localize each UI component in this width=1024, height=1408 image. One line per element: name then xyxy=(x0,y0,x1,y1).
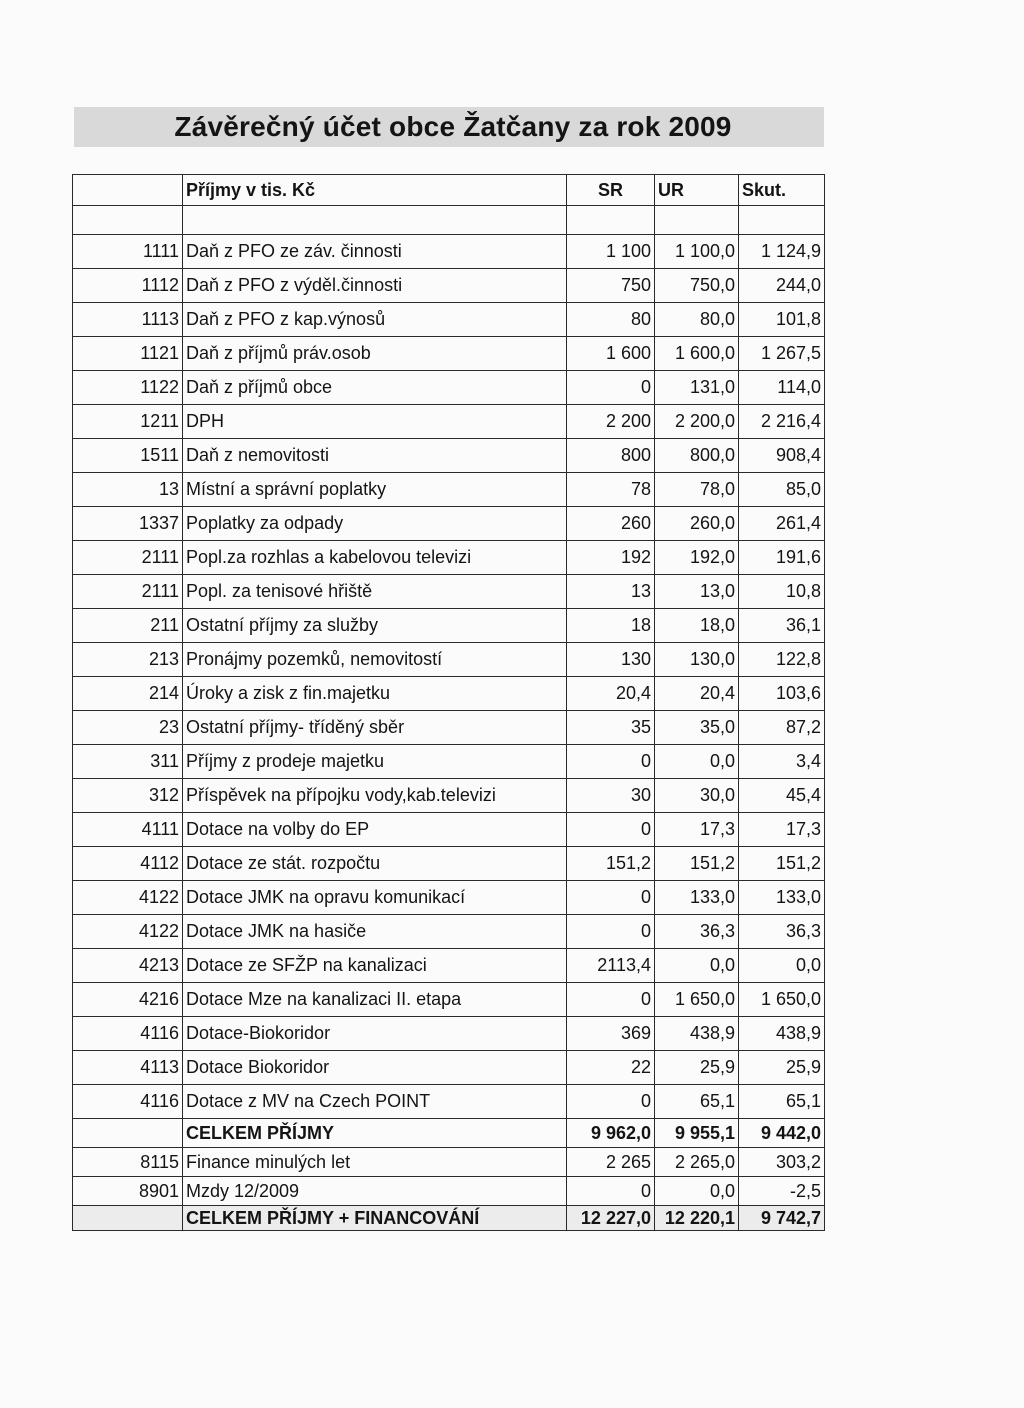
value-sr: 1 100 xyxy=(567,235,655,269)
account-code: 1511 xyxy=(73,439,183,473)
table-row xyxy=(73,711,825,745)
value-skut: 103,6 xyxy=(739,677,825,711)
item-name: Finance minulých let xyxy=(183,1148,567,1177)
header-skut: Skut. xyxy=(739,175,825,206)
header-code-cell xyxy=(73,175,183,206)
value-ur: 1 600,0 xyxy=(655,337,739,371)
table-row xyxy=(73,1017,825,1051)
value-ur: 133,0 xyxy=(655,881,739,915)
account-code: 1121 xyxy=(73,337,183,371)
value-ur: 750,0 xyxy=(655,269,739,303)
table-row xyxy=(73,405,825,439)
value-skut: 261,4 xyxy=(739,507,825,541)
item-name: Dotace Biokoridor xyxy=(183,1051,567,1085)
value-sr: 30 xyxy=(567,779,655,813)
item-name: Dotace z MV na Czech POINT xyxy=(183,1085,567,1119)
value-ur: 0,0 xyxy=(655,949,739,983)
table-row xyxy=(73,439,825,473)
item-name: Příspěvek na přípojku vody,kab.televizi xyxy=(183,779,567,813)
item-name: Poplatky za odpady xyxy=(183,507,567,541)
table-row xyxy=(73,473,825,507)
account-code: 23 xyxy=(73,711,183,745)
value-skut: 1 650,0 xyxy=(739,983,825,1017)
value-sr: 2 200 xyxy=(567,405,655,439)
value-skut: 9 742,7 xyxy=(739,1206,825,1231)
value-sr: 2113,4 xyxy=(567,949,655,983)
value-ur: 9 955,1 xyxy=(655,1119,739,1148)
item-name: Dotace ze SFŽP na kanalizaci xyxy=(183,949,567,983)
value-ur: 30,0 xyxy=(655,779,739,813)
item-name: DPH xyxy=(183,405,567,439)
item-name: Úroky a zisk z fin.majetku xyxy=(183,677,567,711)
value-ur: 2 265,0 xyxy=(655,1148,739,1177)
table-row xyxy=(73,643,825,677)
value-sr: 78 xyxy=(567,473,655,507)
item-name: Dotace JMK na opravu komunikací xyxy=(183,881,567,915)
value-skut: 1 267,5 xyxy=(739,337,825,371)
account-code: 4213 xyxy=(73,949,183,983)
table-row xyxy=(73,303,825,337)
item-name: Daň z příjmů práv.osob xyxy=(183,337,567,371)
value-sr: 800 xyxy=(567,439,655,473)
total-row xyxy=(73,1119,825,1148)
financing-row xyxy=(73,1177,825,1206)
table-row xyxy=(73,949,825,983)
item-name: Daň z PFO z kap.výnosů xyxy=(183,303,567,337)
table-row xyxy=(73,1051,825,1085)
value-ur: 800,0 xyxy=(655,439,739,473)
value-ur: 438,9 xyxy=(655,1017,739,1051)
account-code: 13 xyxy=(73,473,183,507)
account-code: 1211 xyxy=(73,405,183,439)
account-code: 8115 xyxy=(73,1148,183,1177)
item-name: Popl.za rozhlas a kabelovou televizi xyxy=(183,541,567,575)
account-code: 1337 xyxy=(73,507,183,541)
grand-total-row xyxy=(73,1206,825,1231)
item-name: Pronájmy pozemků, nemovitostí xyxy=(183,643,567,677)
value-skut: 908,4 xyxy=(739,439,825,473)
value-sr: 0 xyxy=(567,915,655,949)
value-ur: 35,0 xyxy=(655,711,739,745)
value-ur: 151,2 xyxy=(655,847,739,881)
table-row xyxy=(73,609,825,643)
blank-cell xyxy=(183,206,567,235)
value-sr: 130 xyxy=(567,643,655,677)
account-code: 4116 xyxy=(73,1085,183,1119)
table-row xyxy=(73,847,825,881)
table-header-row xyxy=(73,175,825,206)
account-code: 4122 xyxy=(73,881,183,915)
blank-cell xyxy=(73,206,183,235)
value-sr: 0 xyxy=(567,745,655,779)
value-sr: 80 xyxy=(567,303,655,337)
account-code: 4113 xyxy=(73,1051,183,1085)
value-sr: 22 xyxy=(567,1051,655,1085)
value-sr: 750 xyxy=(567,269,655,303)
value-sr: 9 962,0 xyxy=(567,1119,655,1148)
value-sr: 151,2 xyxy=(567,847,655,881)
value-skut: 114,0 xyxy=(739,371,825,405)
value-ur: 2 200,0 xyxy=(655,405,739,439)
item-name: Daň z PFO ze záv. činnosti xyxy=(183,235,567,269)
item-name: Popl. za tenisové hřiště xyxy=(183,575,567,609)
table-row xyxy=(73,337,825,371)
value-sr: 20,4 xyxy=(567,677,655,711)
value-ur: 1 650,0 xyxy=(655,983,739,1017)
account-code: 4111 xyxy=(73,813,183,847)
account-code: 2111 xyxy=(73,575,183,609)
table-row xyxy=(73,779,825,813)
item-name: Mzdy 12/2009 xyxy=(183,1177,567,1206)
value-ur: 25,9 xyxy=(655,1051,739,1085)
financing-row xyxy=(73,1148,825,1177)
value-sr: 192 xyxy=(567,541,655,575)
value-skut: 0,0 xyxy=(739,949,825,983)
value-skut: 36,3 xyxy=(739,915,825,949)
value-skut: 191,6 xyxy=(739,541,825,575)
account-code: 211 xyxy=(73,609,183,643)
header-ur: UR xyxy=(655,175,739,206)
value-skut: 17,3 xyxy=(739,813,825,847)
value-sr: 13 xyxy=(567,575,655,609)
value-skut: 151,2 xyxy=(739,847,825,881)
account-code: 1122 xyxy=(73,371,183,405)
item-name: Místní a správní poplatky xyxy=(183,473,567,507)
value-skut: 25,9 xyxy=(739,1051,825,1085)
value-ur: 192,0 xyxy=(655,541,739,575)
blank-cell xyxy=(739,206,825,235)
account-code: 213 xyxy=(73,643,183,677)
item-name: Dotace Mze na kanalizaci II. etapa xyxy=(183,983,567,1017)
value-skut: 87,2 xyxy=(739,711,825,745)
table-row xyxy=(73,269,825,303)
table-row xyxy=(73,813,825,847)
table-row xyxy=(73,915,825,949)
account-code: 4122 xyxy=(73,915,183,949)
item-name: CELKEM PŘÍJMY + FINANCOVÁNÍ xyxy=(183,1206,567,1231)
account-code: 311 xyxy=(73,745,183,779)
account-code: 4216 xyxy=(73,983,183,1017)
value-skut: 9 442,0 xyxy=(739,1119,825,1148)
item-name: Dotace na volby do EP xyxy=(183,813,567,847)
table-row xyxy=(73,235,825,269)
value-skut: 122,8 xyxy=(739,643,825,677)
item-name: Příjmy z prodeje majetku xyxy=(183,745,567,779)
value-sr: 12 227,0 xyxy=(567,1206,655,1231)
value-ur: 65,1 xyxy=(655,1085,739,1119)
value-skut: 85,0 xyxy=(739,473,825,507)
value-ur: 20,4 xyxy=(655,677,739,711)
value-ur: 131,0 xyxy=(655,371,739,405)
value-ur: 36,3 xyxy=(655,915,739,949)
account-code: 8901 xyxy=(73,1177,183,1206)
revenue-table xyxy=(72,174,825,1231)
value-skut: 438,9 xyxy=(739,1017,825,1051)
value-ur: 0,0 xyxy=(655,745,739,779)
value-skut: 2 216,4 xyxy=(739,405,825,439)
value-ur: 1 100,0 xyxy=(655,235,739,269)
value-sr: 0 xyxy=(567,1177,655,1206)
value-skut: 101,8 xyxy=(739,303,825,337)
value-ur: 78,0 xyxy=(655,473,739,507)
value-skut: 10,8 xyxy=(739,575,825,609)
item-name: Ostatní příjmy- tříděný sběr xyxy=(183,711,567,745)
account-code: 2111 xyxy=(73,541,183,575)
title-bar xyxy=(74,107,824,147)
item-name: Dotace JMK na hasiče xyxy=(183,915,567,949)
table-row xyxy=(73,371,825,405)
account-code xyxy=(73,1119,183,1148)
value-ur: 13,0 xyxy=(655,575,739,609)
table-row xyxy=(73,881,825,915)
table-row xyxy=(73,983,825,1017)
value-sr: 369 xyxy=(567,1017,655,1051)
table-row xyxy=(73,677,825,711)
value-skut: 1 124,9 xyxy=(739,235,825,269)
value-ur: 260,0 xyxy=(655,507,739,541)
value-ur: 130,0 xyxy=(655,643,739,677)
value-ur: 12 220,1 xyxy=(655,1206,739,1231)
table-row xyxy=(73,745,825,779)
account-code: 1112 xyxy=(73,269,183,303)
value-skut: 65,1 xyxy=(739,1085,825,1119)
item-name: CELKEM PŘÍJMY xyxy=(183,1119,567,1148)
header-sr: SR xyxy=(567,175,655,206)
blank-cell xyxy=(655,206,739,235)
value-skut: 133,0 xyxy=(739,881,825,915)
value-ur: 17,3 xyxy=(655,813,739,847)
account-code: 4116 xyxy=(73,1017,183,1051)
value-sr: 18 xyxy=(567,609,655,643)
value-sr: 0 xyxy=(567,371,655,405)
account-code xyxy=(73,1206,183,1231)
header-label: Příjmy v tis. Kč xyxy=(183,175,567,206)
value-sr: 0 xyxy=(567,983,655,1017)
account-code: 1113 xyxy=(73,303,183,337)
table-row xyxy=(73,541,825,575)
account-code: 214 xyxy=(73,677,183,711)
item-name: Daň z příjmů obce xyxy=(183,371,567,405)
blank-cell xyxy=(567,206,655,235)
table-row xyxy=(73,1085,825,1119)
value-sr: 0 xyxy=(567,881,655,915)
value-skut: 3,4 xyxy=(739,745,825,779)
account-code: 4112 xyxy=(73,847,183,881)
value-ur: 18,0 xyxy=(655,609,739,643)
value-skut: 303,2 xyxy=(739,1148,825,1177)
item-name: Daň z nemovitosti xyxy=(183,439,567,473)
blank-row xyxy=(73,206,825,235)
value-sr: 35 xyxy=(567,711,655,745)
value-skut: -2,5 xyxy=(739,1177,825,1206)
item-name: Daň z PFO z výděl.činnosti xyxy=(183,269,567,303)
value-skut: 45,4 xyxy=(739,779,825,813)
table-row xyxy=(73,507,825,541)
value-sr: 0 xyxy=(567,813,655,847)
account-code: 312 xyxy=(73,779,183,813)
item-name: Dotace ze stát. rozpočtu xyxy=(183,847,567,881)
item-name: Dotace-Biokoridor xyxy=(183,1017,567,1051)
value-sr: 260 xyxy=(567,507,655,541)
value-skut: 244,0 xyxy=(739,269,825,303)
value-skut: 36,1 xyxy=(739,609,825,643)
page-title: Závěrečný účet obce Žatčany za rok 2009 xyxy=(174,111,732,142)
value-sr: 2 265 xyxy=(567,1148,655,1177)
item-name: Ostatní příjmy za služby xyxy=(183,609,567,643)
account-code: 1111 xyxy=(73,235,183,269)
value-sr: 1 600 xyxy=(567,337,655,371)
value-ur: 0,0 xyxy=(655,1177,739,1206)
value-sr: 0 xyxy=(567,1085,655,1119)
value-ur: 80,0 xyxy=(655,303,739,337)
table-row xyxy=(73,575,825,609)
